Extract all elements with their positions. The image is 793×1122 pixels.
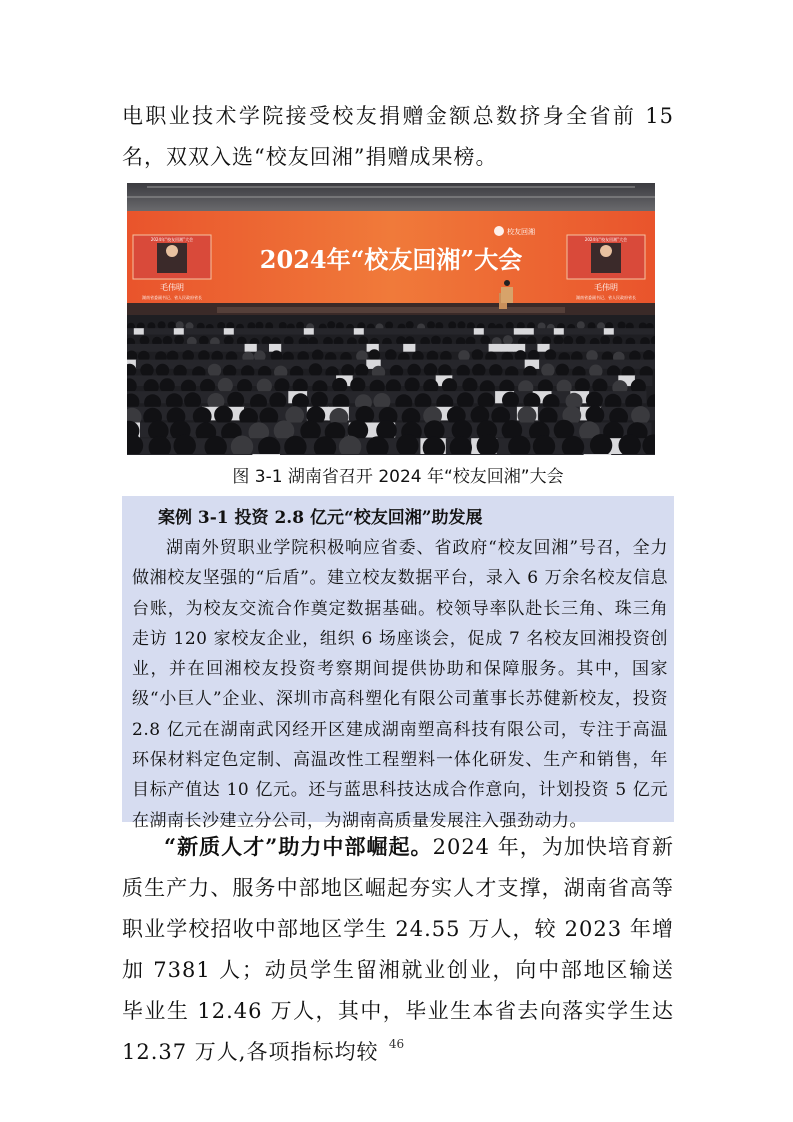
left-screen-header: 2024年“校友回湘”大会 <box>150 237 194 242</box>
banner-title: 2024年“校友回湘”大会 <box>259 245 523 274</box>
paragraph-lead: “新质人才”助力中部崛起。 <box>164 834 433 859</box>
paragraph-top: 电职业技术学院接受校友捐赠金额总数挤身全省前 15 名，双双入选“校友回湘”捐赠成果榜。 <box>122 104 674 169</box>
right-screen-name: 毛伟明 <box>594 283 618 292</box>
figure-caption: 图 3-1 湖南省召开 2024 年“校友回湘”大会 <box>232 467 564 487</box>
left-screen-subtitle: 湖南省委副书记、省人民政府省长 <box>142 295 202 300</box>
page-number: 46 <box>388 1037 405 1051</box>
podium <box>501 287 513 303</box>
case-title: 案例 3-1 投资 2.8 亿元“校友回湘”助发展 <box>158 508 483 528</box>
left-screen-name: 毛伟明 <box>160 283 184 292</box>
case-box <box>122 496 674 831</box>
right-screen-subtitle: 湖南省委副书记、省人民政府省长 <box>576 295 636 300</box>
conference-photo <box>127 183 655 455</box>
right-screen-header: 2024年“校友回湘”大会 <box>584 237 628 242</box>
paragraph-bottom <box>122 826 674 1073</box>
logo-icon <box>494 226 504 236</box>
paragraph-text: 2024 年，为加快培育新质生产力、服务中部地区崛起夯实人才支撑，湖南省高等职业学校招收中部地区学生 24.55 万人，较 2023 年增加 7381 人；动员学生留湘就业创业，向中部地区输送毕业生 12.46 万人，其中，毕业生本省去向落实学生达 12.37 万人,各项指标均较 <box>122 835 674 1064</box>
logo-text: 校友回湘 <box>507 228 535 236</box>
case-body: 湖南外贸职业学院积极响应省委、省政府“校友回湘”号召，全力做湘校友坚强的“后盾”。建立校友数据平台，录入 6 万余名校友信息台账，为校友交流合作奠定数据基础。校领导率队赴长三角、珠三角走访 120 家校友企业，组织 6 场座谈会，促成 7 名校友回湘投资创业，并在回湘校友投资考察期间提供协助和保障服务。其中，国家级“小巨人”企业、深圳市高科塑化有限公司董事长苏健新校友，投资 2.8 亿元在湖南武冈经开区建成湖南塑高科技有限公司，专注于高温环保材料定色定制、高温改性工程塑料一体化研发、生产和销售，年目标产值达 10 亿元。还与蓝思科技达成合作意向，计划投资 5 亿元在湖南长沙建立分公司，为湖南高质量发展注入强劲动力。 <box>132 538 668 831</box>
